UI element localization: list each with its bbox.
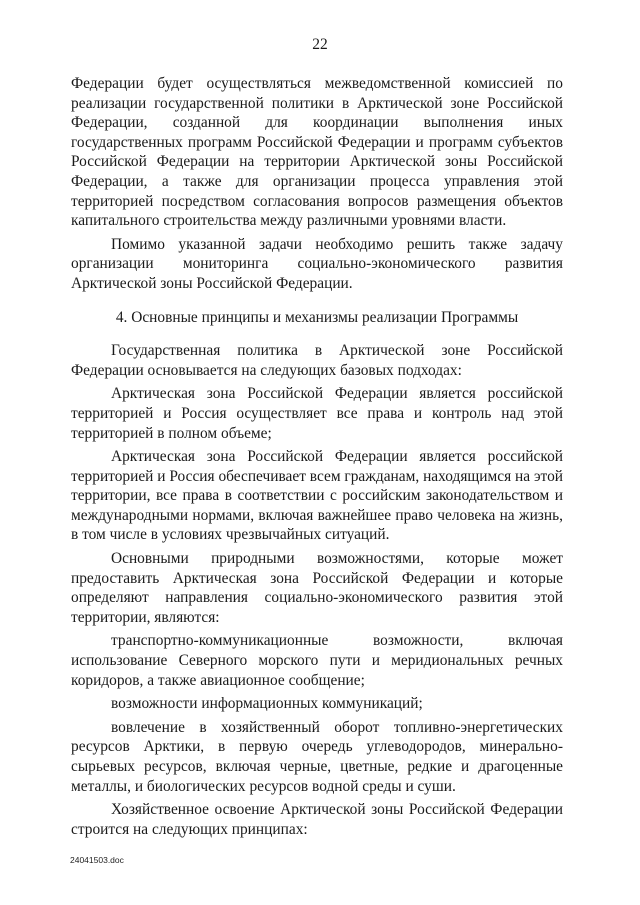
page-number: 22 xyxy=(312,36,328,53)
section-heading: 4. Основные принципы и механизмы реализации Программы xyxy=(115,308,519,326)
footer-filename: 24041503.doc xyxy=(70,855,124,865)
list-item-information: возможности информационных коммуникаций; xyxy=(111,695,423,713)
paragraph-development-principles: Хозяйственное освоение Арктической зоны Российской Федерации строится на следующих принципах: xyxy=(71,801,563,838)
document-body xyxy=(71,74,563,843)
paragraph-monitoring-task: Помимо указанной задачи необходимо решить также задачу организации мониторинга социально-экономического развития Арктической зоны Российской Федерации. xyxy=(71,235,563,292)
list-item-transport: транспортно-коммуникационные возможности, включая использование Северного морского пути и меридиональных речных коридоров, а также авиационное сообщение; xyxy=(71,632,563,689)
paragraph-continuation: Федерации будет осуществляться межведомственной комиссией по реализации государственной политики в Арктической зоне Российской Федерации, созданной для координации выполнения иных государственных программ Российской Федерации и программ субъектов Российской Федерации на территории Арктической зоны Российской Федерации, а также для организации процесса управления этой территорией посредством согласования вопросов размещения объектов капитального строительства между различными уровнями власти. xyxy=(71,75,563,230)
list-item-resources: вовлечение в хозяйственный оборот топливно-энергетических ресурсов Арктики, в первую очередь углеводородов, минерально-сырьевых ресурсов, включая черные, цветные, редкие и драгоценные металлы, и биологических ресурсов водной среды и суши. xyxy=(71,718,563,795)
paragraph-policy-basis: Государственная политика в Арктической зоне Российской Федерации основывается на следующих базовых подходах: xyxy=(71,342,563,379)
paragraph-citizen-rights: Арктическая зона Российской Федерации является российской территорией и Россия обеспечивает всем гражданам, находящимся на этой территории, все права в соответствии с российским законодательством и международными нормами, включая важнейшее право человека на жизнь, в том числе в условиях чрезвычайных ситуаций. xyxy=(71,448,563,544)
paragraph-russian-territory: Арктическая зона Российской Федерации является российской территорией и Россия осуществляет все права и контроль над этой территорией в полном объеме; xyxy=(71,385,563,442)
paragraph-natural-opportunities: Основными природными возможностями, которые может предоставить Арктическая зона Российской Федерации и которые определяют направления социально-экономического развития этой территории, являются: xyxy=(71,550,563,626)
